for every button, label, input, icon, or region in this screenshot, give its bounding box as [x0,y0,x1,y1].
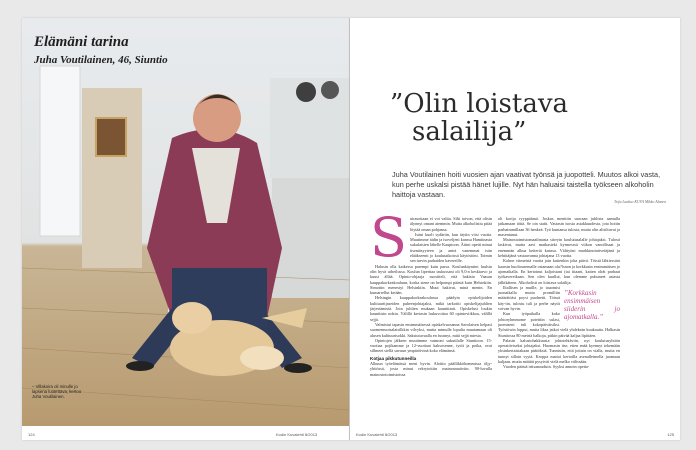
series-title: Elämäni tarina [34,34,129,50]
paragraph: Mainostoimistomaailmasta siirryin koulutusalalle johtajaksi. Tulosti laskivat, mutta aavi matkasteki kyrmesssä viikon vanollisaat ja enemmän alkua ketteriä kanssa. Välityöni markkinointivetäjänä ja kehittäjänä vastaavanna johtajana 13 vuotta. [498,237,620,259]
paragraph: Kun työpaikalla koko johtoryhmmome potettiin sulasi, juomiseni tuli kokopäiväisiksi. Työstöwin loppui, mutta liksa jatkoi vielä yhdeksän kuukautta. Halkasin Siuntiossa 80 metriä halkoja, pitkin päivää kaljaa lipittäen. [498,311,620,338]
left-page [22,18,350,440]
stove [272,178,350,298]
pull-quote: ”Korkkasin ensimmäisen siiderin jo ajomatkalla.” [564,288,620,321]
byline-credit: Teija Laakso KUVA Mikko Alanen [614,200,666,204]
photo-illustration [22,18,350,426]
headline [390,90,680,146]
section-subhead: Kotjaa pikkutunneilla [370,355,417,361]
paragraph: Kolme viimeistä vuotta join kuitenkin joka päivä. Töistä lähtiessäni kaarsin huoltoasemalle ostamaan olu?lsnon ja korkkasin ensimmäisen jo ajomatkalla. En kertoinut kaljoistani (tai tiiaani, kaiten olrät parhaat työkavereikaan. Sen olen kuullut, kun olemme puhuneet asiasta jälkikäteen. Alkoholisti on loistava salailija. [498,258,620,285]
subject-name: Juha Voutilainen, 46, Siuntio [34,54,168,66]
paragraph: Opintojen jälkeen muutimme vaimoni sukutilalle Siuntioon. 15-vuotiaa pojikamme ja 12-vuotiaat kaksosenne, tytöt ja poika, ovat sillmeet siellä suvuun ympäröivinä koko elämänsä. [370,337,492,354]
paragraph: Isäni kuoli sydäriin, kun täytin viisi vuotta. Muutimme äidin ja isoveljeni kanssa Hamiinasta sukulaisten lähelle Kaupioon. Äitini opetti minut itsenäisyyteen ja antoi vanemmat isän elääkseenti jo koulutaikoissä käytöstöni. Toimin sen turvin parhaiden kavereille. [410,231,492,264]
doorway [82,88,142,268]
hanging-pot [321,81,339,99]
page-number-left: 124 [28,432,35,437]
drop-cap: S [370,216,407,269]
paragraph: Iltallisen ja muille, jo tauomisi juonaikalla mutta promilliin määrätöäsi poysi puolnetti. Töissä käy-tin, tulostu tuli ja perhe näytti voivan hyvin. [498,284,560,312]
right-page [350,18,680,440]
paragraph: Helsingin kauppakorkeakoulussa päädyin opiskelijoiden kulttuuritjaseiden puheenjohtajaksi, mikä tarkoitti opiskelijajuhlien järjestämistä. Join juhlien mukaan kauniitasti. Opiskelusi loukin kauniitsin nokin. Välillä kertasin laskuvoitoa 60 opintoviikkoa, välillä sejjä. [370,295,492,322]
paragraph: uirasottaan ei voi valita. Silti toivon, että olisin älynnyt omani aiemmin. Mutta alkoholistiu pitää löytää oman pohjansa. [410,216,492,232]
hanging-pan [296,82,316,102]
paragraph: Vuoden päästä irtisanouduin. Syyksi annoin opetta- [503,364,590,370]
folio-magazine-left: Kodin Kuvalehti 8/2013 [276,432,318,437]
body-column-2 [498,216,620,428]
headline-line-1: ”Olin loistava [390,89,569,119]
page-number-right: 125 [667,432,674,437]
headline-line-2: salailija” [412,117,527,147]
body-column-1 [370,216,492,428]
portrait-painting [96,118,126,156]
ingress: Juha Voutilainen hoiti vuosien ajan vaativat työnsä ja juopotteli. Muutos alkoi vasta, kun perhe uskalsi pistää hänet lujille. Nyt hän haluaisi taistella työkseen alkoholin haittoja vastaan. [392,170,661,199]
paragraph: Alkuun työelämässä meni hyvin. Aloitin päällikköhommissa öljy-yhtiössä, josta minut rekrytoitiin mainosmativiin. 90-luvulla mainostotoimistoissa [370,361,492,377]
folio-magazine-right: Kodin Kuvalehti 8/2013 [356,432,398,437]
window [40,66,80,236]
photo-caption: – Villakoira oli minulle jo lapsena luotettava, kertoo Juha Voutilainen. [32,384,82,399]
paragraph: Valmistui tapasin ensimmäisessä opiskelvuosanna Savolaisen kelpasi suomenruotsalaisilkkin vilvyksi, mutta mimulle lopulta muutamaan oli alusen kulttuurisokki. Saksiutuvaalla en fusnnyt, mitä sejjä miesta. [370,321,492,338]
portrait-photo [22,18,350,426]
paragraph: oli kortja ryyppäämä. Joskus menttiin suoraan juhlista aamulla jatkamaan töitä. Se oin statti. Vastasin isosta asiakkuudesta, jota hoitin parhaimmillaan 36 henkeä. Työ kuntansa tulosta, mutta olin alisiltuvat ja masentunut. [498,216,620,237]
paragraph: Palasin kalustohakkuusta johtotehtäviin, nyt koulutusyhtiön operatiiviseksi johtajaksi. Huomasin itse, etten enää kyennyt tekemään yksinkertaisiakaan päätöksiä. Tunnistin, että joitain on vialla, mutta en tunnyt silloin syytä. Kroppa mattoi kertoilla asenalleimella juomaan kaljaan, mutta määtät pysyivät vielä melko välissään. [498,337,620,365]
paragraph: Halusin olla kaikessa parempi kuin parsa. Koulunkäyntini luulsin olin hyvä urheilussa. Koulun liperitaa taskussani oli 9,0:n keskiarvo ja kuusi ällää. Opinto-ohjaaja suositteli, että hakisin Vaasan kauppakorkeakouluun, koska siene on helpompi päästä kuin Helsinkiin. Simottin menestyi Helsinkiin. Muut hakivat, minä menin. En kumarrellut ketään. [370,263,492,296]
